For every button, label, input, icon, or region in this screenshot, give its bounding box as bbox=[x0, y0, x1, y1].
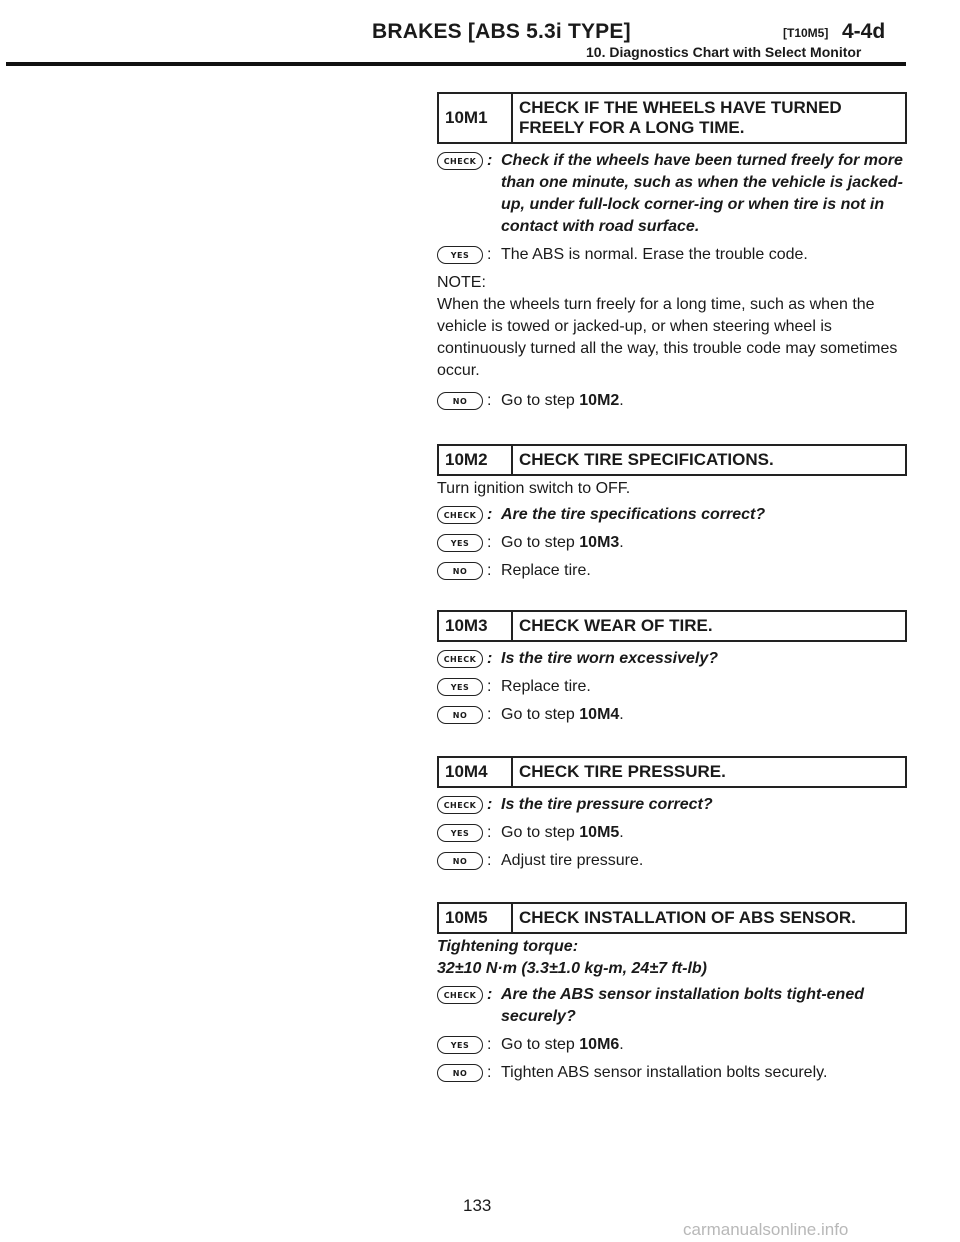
yes-text-prefix: Go to step bbox=[501, 534, 580, 551]
colon: : bbox=[487, 852, 492, 869]
no-text-suffix: . bbox=[619, 706, 624, 723]
check-row bbox=[437, 504, 907, 526]
yes-row bbox=[437, 676, 907, 698]
pre-instruction: Turn ignition switch to OFF. bbox=[437, 480, 631, 497]
colon: : bbox=[487, 152, 493, 169]
note-label: NOTE: bbox=[437, 274, 486, 291]
step-title: CHECK WEAR OF TIRE. bbox=[519, 616, 713, 635]
yes-text-suffix: . bbox=[619, 824, 624, 841]
step-box-10m5 bbox=[437, 902, 907, 934]
page-header bbox=[0, 0, 960, 70]
watermark: carmanualsonline.info bbox=[683, 1220, 849, 1239]
check-row bbox=[437, 984, 907, 1028]
step-reference-link[interactable]: 10M4 bbox=[579, 706, 620, 723]
yes-badge-icon: YES bbox=[437, 246, 483, 264]
yes-row bbox=[437, 1034, 907, 1056]
yes-text-prefix: Go to step bbox=[501, 824, 580, 841]
colon: : bbox=[487, 650, 493, 667]
no-row bbox=[437, 390, 907, 412]
step-id: 10M2 bbox=[439, 446, 513, 474]
yes-text bbox=[501, 822, 907, 844]
no-row bbox=[437, 850, 907, 872]
torque-value: 32±10 N·m (3.3±1.0 kg-m, 24±7 ft-lb) bbox=[437, 960, 707, 977]
yes-row bbox=[437, 532, 907, 554]
header-rule bbox=[6, 62, 906, 66]
yes-badge-icon: YES bbox=[437, 824, 483, 842]
check-row bbox=[437, 150, 907, 238]
step-box-10m2 bbox=[437, 444, 907, 476]
yes-badge-icon: YES bbox=[437, 678, 483, 696]
step-box-10m4 bbox=[437, 756, 907, 788]
page-number: 133 bbox=[463, 1196, 492, 1215]
no-row bbox=[437, 704, 907, 726]
step-box-10m1 bbox=[437, 92, 907, 144]
section-subtitle: 10. Diagnostics Chart with Select Monitor bbox=[586, 44, 862, 60]
no-text: Replace tire. bbox=[501, 562, 591, 579]
diagnostic-steps bbox=[437, 92, 907, 1090]
yes-text-suffix: . bbox=[619, 534, 624, 551]
step-title: CHECK TIRE SPECIFICATIONS. bbox=[519, 450, 774, 469]
step-title: CHECK IF THE WHEELS HAVE TURNED FREELY FOR A LONG TIME. bbox=[519, 98, 842, 137]
no-badge-icon: NO bbox=[437, 706, 483, 724]
colon: : bbox=[487, 1036, 492, 1053]
check-text: Are the tire specifications correct? bbox=[501, 506, 766, 523]
check-badge-icon: CHECK bbox=[437, 152, 483, 170]
colon: : bbox=[487, 796, 493, 813]
step-box-10m3 bbox=[437, 610, 907, 642]
section-code: [T10M5] bbox=[783, 26, 829, 40]
yes-badge-icon: YES bbox=[437, 1036, 483, 1054]
yes-text bbox=[501, 1034, 907, 1056]
yes-text bbox=[501, 532, 907, 554]
colon: : bbox=[487, 678, 492, 695]
no-badge-icon: NO bbox=[437, 392, 483, 410]
no-badge-icon: NO bbox=[437, 562, 483, 580]
colon: : bbox=[487, 392, 492, 409]
colon: : bbox=[487, 562, 492, 579]
check-badge-icon: CHECK bbox=[437, 650, 483, 668]
check-text: Is the tire worn excessively? bbox=[501, 650, 718, 667]
check-text: Are the ABS sensor installation bolts tight-ened securely? bbox=[501, 986, 864, 1025]
note-text: When the wheels turn freely for a long time, such as when the vehicle is towed or jacked-up, or when steering wheel is continuously turned all the way, this trouble code may sometimes occur. bbox=[437, 296, 898, 379]
yes-text-suffix: . bbox=[619, 1036, 624, 1053]
step-id: 10M5 bbox=[439, 904, 513, 932]
step-reference-link[interactable]: 10M2 bbox=[579, 392, 620, 409]
no-text: Adjust tire pressure. bbox=[501, 852, 644, 869]
no-text-prefix: Go to step bbox=[501, 706, 580, 723]
yes-badge-icon: YES bbox=[437, 534, 483, 552]
colon: : bbox=[487, 1064, 492, 1081]
check-row bbox=[437, 794, 907, 816]
no-text bbox=[501, 390, 907, 412]
check-text: Check if the wheels have been turned freely for more than one minute, such as when the vehicle is jacked-up, under full-lock corner-ing or when tire is not in contact with road surface. bbox=[501, 152, 903, 235]
colon: : bbox=[487, 986, 493, 1003]
step-title: CHECK INSTALLATION OF ABS SENSOR. bbox=[519, 908, 856, 927]
no-badge-icon: NO bbox=[437, 852, 483, 870]
no-row bbox=[437, 560, 907, 582]
yes-row bbox=[437, 244, 907, 266]
yes-text: The ABS is normal. Erase the trouble code. bbox=[501, 246, 808, 263]
colon: : bbox=[487, 246, 492, 263]
no-text-prefix: Go to step bbox=[501, 392, 580, 409]
torque-label: Tightening torque: bbox=[437, 938, 579, 955]
colon: : bbox=[487, 824, 492, 841]
check-badge-icon: CHECK bbox=[437, 986, 483, 1004]
step-title: CHECK TIRE PRESSURE. bbox=[519, 762, 726, 781]
no-text-suffix: . bbox=[619, 392, 624, 409]
step-id: 10M1 bbox=[439, 94, 513, 142]
no-text bbox=[501, 704, 907, 726]
section-number: 4-4d bbox=[842, 20, 886, 43]
step-reference-link[interactable]: 10M3 bbox=[579, 534, 620, 551]
check-badge-icon: CHECK bbox=[437, 506, 483, 524]
check-badge-icon: CHECK bbox=[437, 796, 483, 814]
no-row bbox=[437, 1062, 907, 1084]
colon: : bbox=[487, 534, 492, 551]
colon: : bbox=[487, 506, 493, 523]
step-reference-link[interactable]: 10M6 bbox=[579, 1036, 620, 1053]
step-id: 10M3 bbox=[439, 612, 513, 640]
yes-text: Replace tire. bbox=[501, 678, 591, 695]
yes-row bbox=[437, 822, 907, 844]
yes-text-prefix: Go to step bbox=[501, 1036, 580, 1053]
check-text: Is the tire pressure correct? bbox=[501, 796, 713, 813]
step-reference-link[interactable]: 10M5 bbox=[579, 824, 620, 841]
step-id: 10M4 bbox=[439, 758, 513, 786]
chapter-title: BRAKES [ABS 5.3i TYPE] bbox=[372, 20, 631, 43]
no-text: Tighten ABS sensor installation bolts securely. bbox=[501, 1064, 828, 1081]
colon: : bbox=[487, 706, 492, 723]
check-row bbox=[437, 648, 907, 670]
no-badge-icon: NO bbox=[437, 1064, 483, 1082]
